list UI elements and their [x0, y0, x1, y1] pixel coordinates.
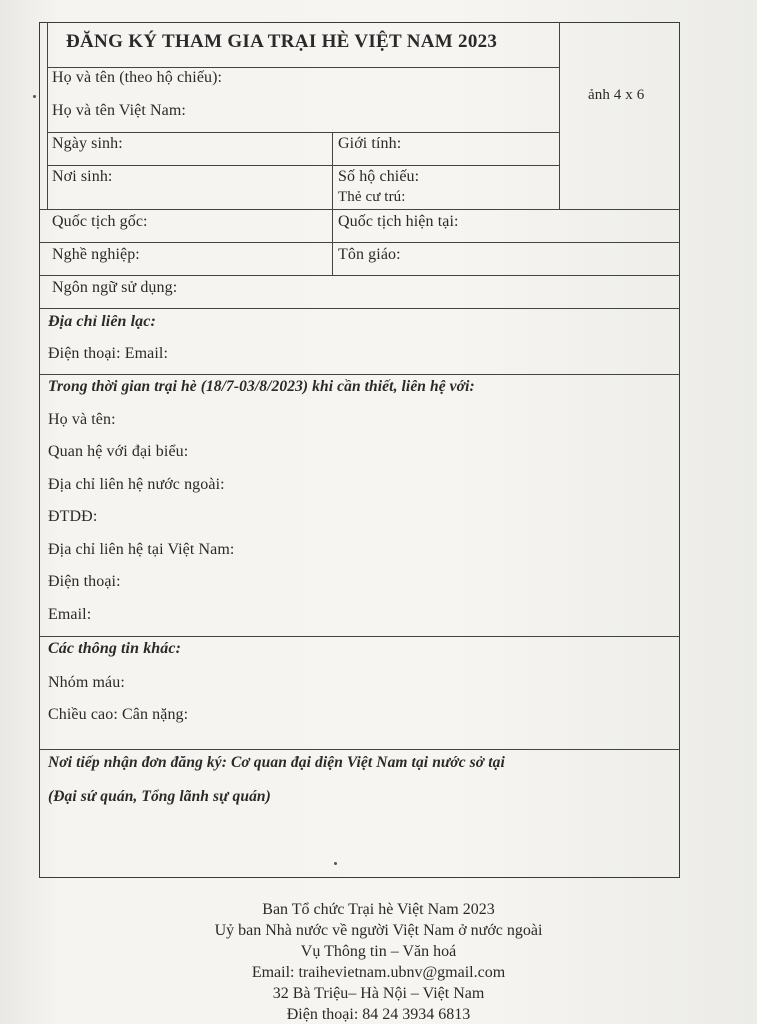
passport-number-field: Số hộ chiếu:	[338, 168, 420, 185]
footer-phone: Điện thoại: 84 24 3934 6813	[286, 1006, 471, 1023]
margin-mark	[334, 862, 337, 865]
divider	[40, 275, 680, 276]
phone-field: Điện thoại:	[48, 573, 121, 590]
date-of-birth-field: Ngày sinh:	[52, 135, 123, 152]
residence-card-field: Thẻ cư trú:	[338, 189, 406, 205]
footer-committee: Uỷ ban Nhà nước về người Việt Nam ở nước ngoài	[214, 922, 543, 939]
relationship-field: Quan hệ với đại biểu:	[48, 443, 189, 460]
foreign-address-field: Địa chỉ liên hệ nước ngoài:	[48, 476, 225, 493]
religion-field: Tôn giáo:	[338, 246, 401, 263]
divider	[47, 132, 559, 133]
footer-email: Email: traihevietnam.ubnv@gmail.com	[251, 964, 506, 981]
other-info-heading: Các thông tin khác:	[48, 640, 182, 657]
divider	[40, 374, 680, 375]
divider	[40, 308, 680, 309]
submission-place-note: (Đại sứ quán, Tổng lãnh sự quán)	[48, 788, 271, 805]
current-nationality-field: Quốc tịch hiện tại:	[338, 213, 459, 230]
margin-mark	[33, 95, 36, 98]
photo-placeholder-label: ảnh 4 x 6	[588, 87, 645, 103]
divider	[40, 242, 680, 243]
languages-field: Ngôn ngữ sử dụng:	[52, 279, 178, 296]
form-title: ĐĂNG KÝ THAM GIA TRẠI HÈ VIỆT NAM 2023	[66, 31, 498, 52]
divider	[40, 209, 680, 210]
blood-type-field: Nhóm máu:	[48, 674, 125, 691]
divider	[47, 67, 559, 68]
divider	[40, 749, 680, 750]
email-field: Email:	[48, 606, 92, 623]
contact-address-heading: Địa chỉ liên lạc:	[48, 313, 156, 330]
emergency-contact-heading: Trong thời gian trại hè (18/7-03/8/2023) khi cần thiết, liên hệ với:	[48, 378, 475, 395]
mobile-phone-field: ĐTDĐ:	[48, 508, 98, 525]
photo-box-border	[559, 22, 560, 209]
footer-department: Vụ Thông tin – Văn hoá	[300, 943, 457, 960]
gender-field: Giới tính:	[338, 135, 402, 152]
place-of-birth-field: Nơi sinh:	[52, 168, 113, 185]
submission-place-text: Nơi tiếp nhận đơn đăng ký: Cơ quan đại diện Việt Nam tại nước sở tại	[48, 754, 505, 771]
occupation-field: Nghề nghiệp:	[52, 246, 140, 263]
divider	[332, 132, 333, 275]
phone-email-field: Điện thoại: Email:	[48, 345, 168, 362]
full-name-vietnamese-field: Họ và tên Việt Nam:	[52, 102, 186, 119]
height-weight-field: Chiều cao: Cân nặng:	[48, 706, 189, 723]
divider	[40, 636, 680, 637]
divider	[47, 22, 48, 209]
emergency-name-field: Họ và tên:	[48, 411, 116, 428]
footer-organizer: Ban Tổ chức Trại hè Việt Nam 2023	[262, 901, 495, 918]
full-name-passport-field: Họ và tên (theo hộ chiếu):	[52, 69, 223, 86]
divider	[47, 165, 559, 166]
footer-address: 32 Bà Triệu– Hà Nội – Việt Nam	[272, 985, 485, 1002]
vietnam-address-field: Địa chỉ liên hệ tại Việt Nam:	[48, 541, 235, 558]
original-nationality-field: Quốc tịch gốc:	[52, 213, 148, 230]
